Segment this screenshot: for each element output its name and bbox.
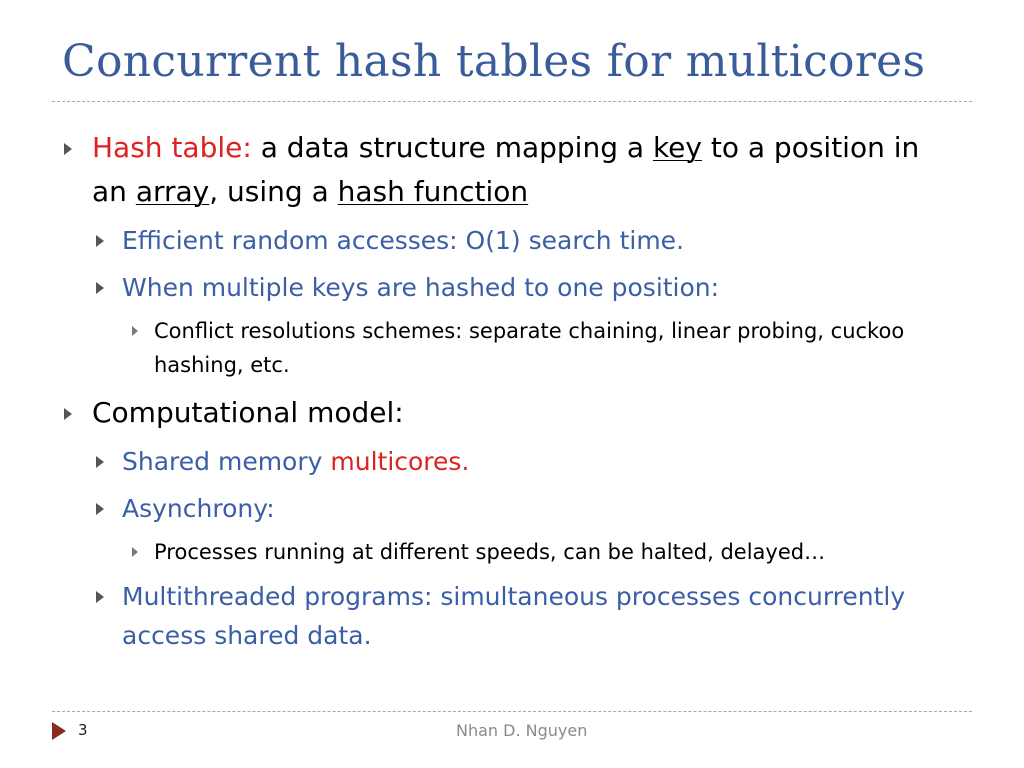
hash-table-text-3: an [92,175,136,208]
bullet-hash-table-line1 [92,127,919,169]
bullet-conflict-line2: hashing, etc. [154,353,290,377]
bullet-efficient-access: Efficient random accesses: O(1) search time. [122,226,685,255]
shared-memory-text: Shared memory [122,447,331,476]
array-term: array [135,175,210,208]
bullet-asynchrony: Asynchrony: [122,494,275,523]
bullet-triangle-icon [96,235,104,247]
bullet-multiple-keys: When multiple keys are hashed to one position: [122,273,720,302]
bullet-triangle-icon [96,456,104,468]
bullet-triangle-icon [64,408,72,420]
bullet-multithreaded-line2: access shared data. [122,621,372,650]
bullet-multithreaded-line1: Multithreaded programs: simultaneous processes concurrently [122,582,906,611]
bullet-triangle-icon [96,282,104,294]
bullet-triangle-icon [96,503,104,515]
footer-divider [52,711,972,712]
multicores-highlight: multicores. [330,447,470,476]
bullet-processes-speeds: Processes running at different speeds, can be halted, delayed… [154,540,826,564]
bullet-triangle-icon [132,547,138,557]
bullet-shared-memory [122,442,469,482]
footer-author: Nhan D. Nguyen [456,721,588,740]
bullet-triangle-icon [96,591,104,603]
page-number: 3 [78,721,88,739]
slide-title: Concurrent hash tables for multicores [62,36,926,87]
hash-table-label: Hash table: [92,131,252,164]
bullet-computational-model: Computational model: [92,396,404,429]
bullet-triangle-icon [64,143,72,155]
bullet-hash-table-line2 [92,171,528,213]
hash-table-text-2: to a position in [701,131,920,164]
footer-triangle-icon [52,722,66,740]
key-term: key [652,131,702,164]
hash-table-text-4: , using a [209,175,338,208]
hash-table-text-1: a data structure mapping a [251,131,653,164]
hash-function-term: hash function [337,175,529,208]
bullet-conflict-line1: Conflict resolutions schemes: separate chaining, linear probing, cuckoo [154,319,905,343]
bullet-triangle-icon [132,326,138,336]
